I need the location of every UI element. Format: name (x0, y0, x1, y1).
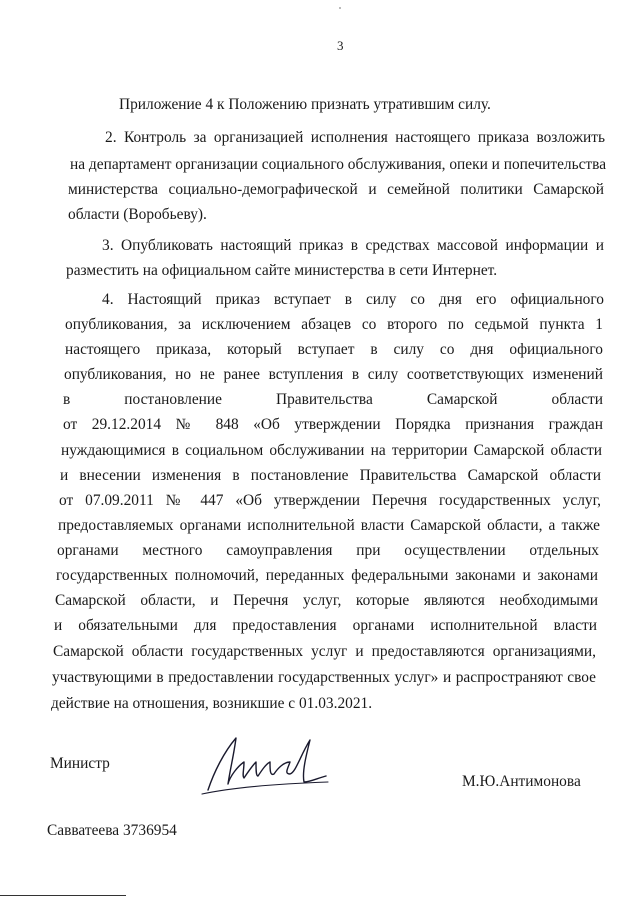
text-line: разместить на официальном сайте министерства в сети Интернет. (66, 262, 498, 279)
text-line: органами местного самоуправления при осуществлении отдельных (57, 542, 599, 559)
text-line: настоящего приказа, который вступает в силу со дня официального (65, 341, 603, 358)
page-number: 3 (337, 38, 344, 53)
text-line: в постановление Правительства Самарской области (63, 391, 603, 408)
text-line: от 29.12.2014 № 848 «Об утверждении Порядка признания граждан (63, 416, 603, 433)
text-line: нуждающимися в социальном обслуживании на территории Самарской области (61, 442, 602, 459)
text-line: на департамент организации социального обслуживания, опеки и попечительства (70, 156, 607, 173)
text-line: и обязательными для предоставления органами исполнительной власти (54, 617, 597, 634)
executor-contact: Савватеева 3736954 (47, 822, 177, 839)
text-line: 3. Опубликовать настоящий приказ в средствах массовой информации и (102, 237, 604, 254)
text-line: государственных полномочий, переданных федеральными законами и законами (56, 567, 598, 584)
text-line: Приложение 4 к Положению признать утратившим силу. (119, 96, 491, 113)
text-line: действие на отношения, возникшие с 01.03.2021. (51, 695, 373, 712)
text-line: предоставляемых органами исполнительной власти Самарской области, а также (58, 517, 600, 534)
signatory-name: М.Ю.Антимонова (462, 773, 581, 790)
text-line: 4. Настоящий приказ вступает в силу со дня его официального (102, 291, 604, 308)
text-line: опубликования, за исключением абзацев со второго по седьмой пункта 1 (65, 316, 603, 333)
text-line: Самарской области, и Перечня услуг, которые являются необходимыми (55, 592, 598, 609)
handwritten-signature (200, 732, 330, 798)
scan-speck (339, 7, 341, 9)
signatory-title: Министр (50, 755, 110, 772)
text-line: и внесении изменения в постановление Правительства Самарской области (60, 467, 601, 484)
text-line: 2. Контроль за организацией исполнения настоящего приказа возложить (105, 129, 605, 146)
text-line: министерства социально-демографической и семейной политики Самарской (68, 181, 604, 198)
footer-rule (0, 895, 126, 896)
text-line: Самарской области государственных услуг и предоставляются организациями, (53, 643, 596, 660)
text-line: области (Воробьеву). (68, 206, 207, 223)
text-line: участвующими в предоставлении государственных услуг» и распространяют свое (52, 669, 596, 686)
text-line: от 07.09.2011 № 447 «Об утверждении Перечня государственных услуг, (59, 492, 601, 509)
text-line: опубликования, но не ранее вступления в силу соответствующих изменений (64, 366, 603, 383)
